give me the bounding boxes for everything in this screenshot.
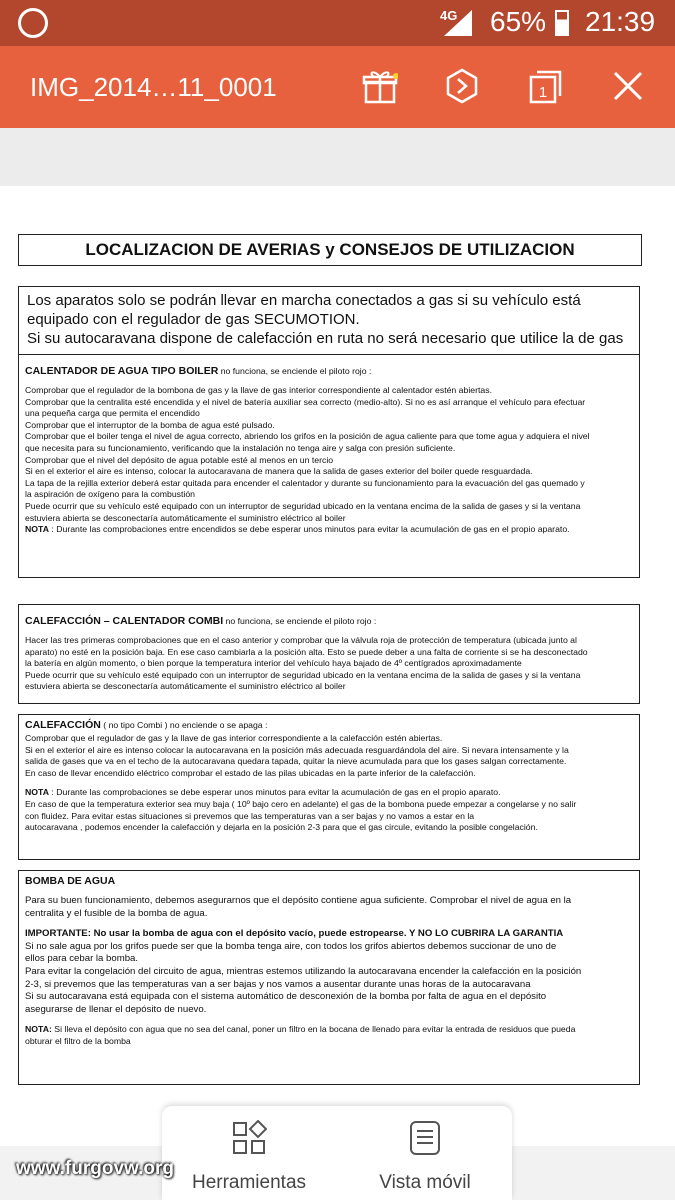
- gift-icon[interactable]: [362, 68, 398, 104]
- body-line: aparato) no esté en la posición baja. En ese caso cambiarla a la posición alta. Esto se puede deber a una falta de corriente si se ha desconectado: [25, 646, 588, 657]
- body-line: Puede ocurrir que su vehículo esté equipado con un interruptor de seguridad ubicado en la ventana encima de la salida de gases y si la ventana: [25, 669, 581, 680]
- body-line: centralita y el fusible de la bomba de agua.: [25, 907, 208, 919]
- body-line: La tapa de la rejilla exterior deberá estar quitada para encender el calentador y durante su funcionamiento para la evacuación del gas quemado y: [25, 477, 585, 488]
- body-line: Comprobar que el boiler tenga el nivel de agua correcto, abriendo los grifos en la posición de agua caliente para que tome agua y adquiera el nivel: [25, 431, 590, 442]
- bomba-important: IMPORTANTE: No usar la bomba de agua con el depósito vacío, puede estropearse. Y NO LO CUBRIRA LA GARANTIA: [25, 928, 564, 940]
- combi-title: CALEFACCIÓN – CALENTADOR COMBI no funciona, se enciende el piloto rojo :: [25, 615, 377, 627]
- page-count-icon[interactable]: [528, 68, 564, 104]
- body-line: Comprobar que el nivel del depósito de agua potable esté al menos en un tercio: [25, 454, 334, 465]
- body-line: con fluidez. Para evitar estas situaciones si prevemos que las temperaturas van a ser bajas y no vamos a estar en la: [25, 810, 475, 821]
- body-line: una pequeña carga que permita el encendido: [25, 408, 200, 419]
- body-line: estuviera abierta se desconectaría automáticamente el suministro eléctrico al boiler: [25, 681, 346, 692]
- bomba-nota: NOTA: Si lleva el depósito con agua que no sea del canal, poner un filtro en la bocana de llenado para evitar la entrada de residuos que pueda: [25, 1024, 576, 1035]
- mobile-view-label: Vista móvil: [379, 1172, 471, 1193]
- body-line: En caso de que la temperatura exterior sea muy baja ( 10º bajo cero en adelante) el gas de la bombona puede empezar a congelarse y no salir: [25, 798, 577, 809]
- calefaccion-nota: NOTA : Durante las comprobaciones se debe esperar unos minutos para evitar la acumulación de gas en el propio aparato.: [25, 787, 501, 798]
- body-line: Comprobar que la centralita esté encendida y el nivel de batería auxiliar sea correcto (medio-alto). Si no es así arranque el vehículo para efectuar: [25, 396, 586, 407]
- document-title: IMG_2014…11_0001: [30, 72, 277, 102]
- body-line: Hacer las tres primeras comprobaciones que en el caso anterior y comprobar que la válvula roja de protección de temperatura (ubicada junto al: [25, 635, 577, 645]
- status-bar: [0, 0, 675, 46]
- body-line: asegurarse de llenar el depósito de nuevo.: [25, 1003, 207, 1015]
- tools-icon: [231, 1120, 267, 1156]
- body-line: la batería en algún momento, o bien porque la temperatura interior del vehículo haya bajado de 4º centígrados aproximadamente: [25, 658, 522, 669]
- body-line: obturar el filtro de la bomba: [25, 1035, 131, 1046]
- boiler-title: CALENTADOR DE AGUA TIPO BOILER no funciona, se enciende el piloto rojo :: [25, 365, 372, 377]
- watermark: www.furgovw.org: [16, 1158, 174, 1179]
- body-line: 2-3, si prevemos que las temperaturas van a ser bajas y nos vamos a ausentar durante unas horas de la autocaravana: [25, 978, 531, 990]
- viewer-gap: [0, 128, 675, 186]
- calefaccion-section: [18, 714, 640, 860]
- body-line: Si su autocaravana está equipada con el sistema automático de desconexión de la bomba por falta de agua en el depósito: [25, 991, 547, 1003]
- close-icon[interactable]: [610, 68, 646, 104]
- body-line: Si en el exterior el aire es intenso, colocar la autocaravana de manera que la salida de gases exterior del boiler quede resguardada.: [25, 466, 533, 477]
- calefaccion-body: [19, 733, 639, 834]
- body-line: Puede ocurrir que su vehículo esté equipado con un interruptor de seguridad ubicado en la ventana encima de la salida de gases y si la ventana: [25, 500, 581, 511]
- boiler-nota: NOTA : Durante las comprobaciones entre encendidos se debe esperar unos minutos para evitar la acumulación de gas en el propio aparato.: [25, 524, 570, 535]
- body-line: Para su buen funcionamiento, debemos asegurarnos que el depósito contiene agua suficiente. Comprobar el nivel de agua en la: [25, 895, 572, 906]
- share-icon[interactable]: [444, 68, 480, 104]
- body-line: ellos para cebar la bomba.: [25, 953, 139, 965]
- body-line: Comprobar que el regulador de gas y la llave de gas interior correspondiente a la calefacción estén abiertas.: [25, 733, 443, 743]
- battery-percent: 65%: [490, 6, 547, 37]
- bomba-title: BOMBA DE AGUA: [25, 875, 116, 887]
- mobile-view-button[interactable]: [350, 1120, 500, 1194]
- body-line: salida de gases que va en el techo de la autocaravana quedara tapada, quitar la nieve acumulada para que los gases salgan correctamente.: [25, 756, 567, 767]
- doc-heading: LOCALIZACION DE AVERIAS y CONSEJOS DE UTILIZACION: [18, 234, 642, 266]
- body-line: la aspiración de oxígeno para la combustión: [25, 489, 195, 500]
- body-line: Si en el exterior el aire es intenso colocar la autocaravana en la posición más adecuada resguardándola del aire. Si nevara intensamente y la: [25, 744, 569, 755]
- bomba-section: [18, 870, 640, 1085]
- boiler-body: [19, 385, 639, 536]
- body-line: Comprobar que el interruptor de la bomba de agua esté pulsado.: [25, 419, 275, 430]
- body-line: autocaravana , podemos encender la calefacción y dejarla en la posición 2-3 para que el gas circule, evitando la posible congelación.: [25, 822, 538, 833]
- intro-line: equipado con el regulador de gas SECUMOTION.: [27, 311, 360, 328]
- network-type: 4G: [440, 8, 458, 23]
- battery-icon: [555, 10, 569, 36]
- body-line: Para evitar la congelación del circuito de agua, mientras estemos utilizando la autocaravana encender la calefacción en la posición: [25, 965, 582, 977]
- bomba-body: [19, 895, 639, 1048]
- combi-section: [18, 604, 640, 704]
- svg-text:1: 1: [538, 84, 548, 101]
- intro-line: Si su autocaravana dispone de calefacción en ruta no será necesario que utilice la de gas: [27, 330, 624, 347]
- body-line: estuviera abierta se desconectaría automáticamente el suministro eléctrico al boiler: [25, 512, 346, 523]
- body-line: Si no sale agua por los grifos puede ser que la bomba tenga aire, con todos los grifos abiertos debemos succionar de uno de: [25, 940, 557, 952]
- bottom-toolbar: [162, 1106, 512, 1200]
- document-page: [0, 186, 675, 1146]
- intro-text: [19, 287, 639, 355]
- app-bar: [0, 46, 675, 128]
- tools-button[interactable]: [174, 1120, 324, 1194]
- signal-icon: [444, 10, 472, 36]
- combi-body: [19, 635, 639, 693]
- calefaccion-title: CALEFACCIÓN ( no tipo Combi ) no enciende o se apaga :: [25, 719, 268, 731]
- body-line: Comprobar que el regulador de la bombona de gas y la llave de gas interior correspondiente al calentador estén abiertas.: [25, 385, 492, 395]
- tools-label: Herramientas: [191, 1172, 307, 1193]
- body-line: que necesita para su funcionamiento, verificando que la instalación no tenga aire y salga con presión suficiente.: [25, 442, 456, 453]
- intro-section: [18, 286, 640, 578]
- whatsapp-icon: [18, 8, 48, 38]
- body-line: En caso de llevar encendido eléctrico comprobar el estado de las pilas ubicadas en la parte inferior de la calefacción.: [25, 767, 476, 778]
- intro-line: Los aparatos solo se podrán llevar en marcha conectados a gas si su vehículo está: [27, 292, 581, 309]
- clock: 21:39: [585, 6, 656, 37]
- document-icon: [407, 1120, 443, 1156]
